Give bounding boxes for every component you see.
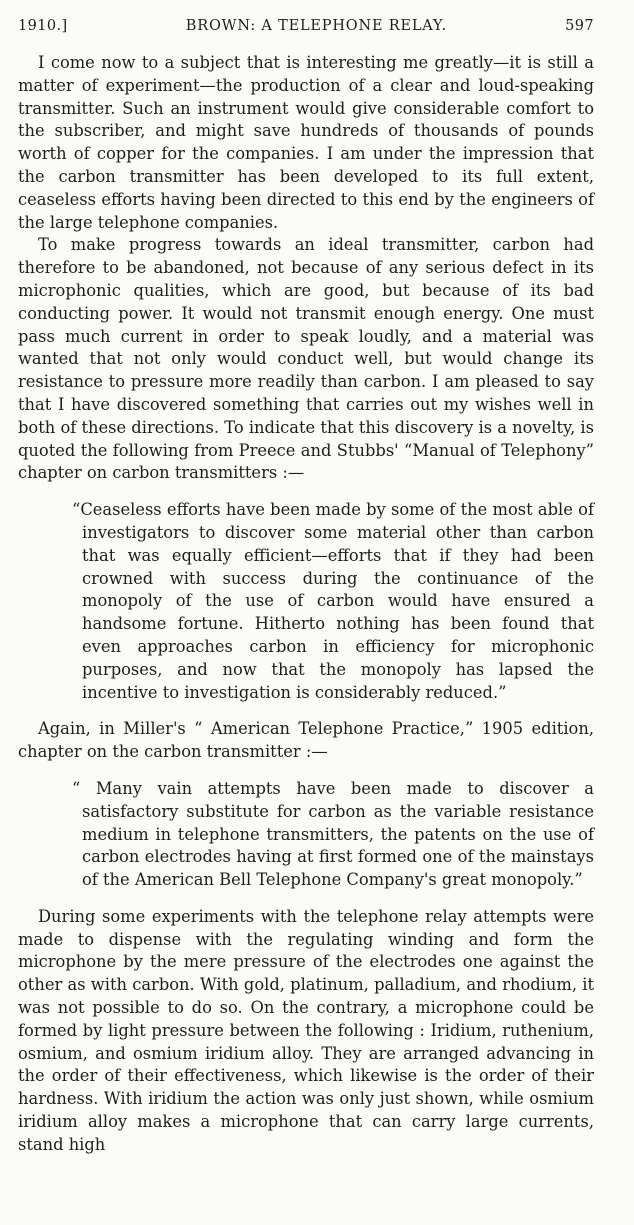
block-quote-preece-stubbs: “Ceaseless efforts have been made by some of the most able of investigators to discover some material other than carbon that was equally efficient—efforts that if they had been crowned with success during the continuance of the monopoly of the use of carbon would have ensured a handsome fortune. Hitherto nothing has been found that even approaches carbon in efficiency for microphonic purposes, and now that the monopoly has lapsed the incentive to investigation is considerably reduced.”	[72, 500, 594, 702]
paragraph-1: I come now to a subject that is interesting me greatly—it is still a matter of experiment—the production of a clear and loud-speaking transmitter. Such an instrument would give considerable comfort to the subscriber, and might save hundreds of thousands of pounds worth of copper for the companies. I am under the impression that the carbon transmitter has been developed to its full extent, ceaseless efforts having been directed to this end by the engineers of the large telephone companies.	[18, 53, 594, 232]
running-title: BROWN: A TELEPHONE RELAY.	[185, 18, 447, 34]
running-head	[18, 18, 594, 34]
paragraph-4: During some experiments with the telephone relay attempts were made to dispense with the regulating winding and form the microphone by the mere pressure of the electrodes one against the other as with carbon. With gold, platinum, palladium, and rhodium, it was not possible to do so. On the contrary, a microphone could be formed by light pressure between the following : Iridium, ruthenium, osmium, and osmium iridium alloy. They are arranged advancing in the order of their effectiveness, which likewise is the order of their hardness. With iridium the action was only just shown, while osmium iridium alloy makes a microphone that can carry large currents, stand high	[18, 906, 594, 1154]
issue-year: 1910.]	[18, 18, 68, 34]
paragraph-3: Again, in Miller's “ American Telephone Practice,” 1905 edition, chapter on the carbon transmitter :—	[18, 719, 594, 762]
paragraph-2: To make progress towards an ideal transmitter, carbon had therefore to be abandoned, not because of any serious defect in its microphonic qualities, which are good, but because of its bad conducting power. It would not transmit enough energy. One must pass much current in order to speak loudly, and a material was wanted that not only would conduct well, but would change its resistance to pressure more readily than carbon. I am pleased to say that I have discovered something that carries out my wishes well in both of these directions. To indicate that this discovery is a novelty, is quoted the following from Preece and Stubbs' “Manual of Telephony” chapter on carbon transmitters :—	[18, 235, 594, 483]
page-number: 597	[565, 18, 594, 34]
block-quote-miller: “ Many vain attempts have been made to discover a satisfactory substitute for carbon as the variable resistance medium in telephone transmitters, the patents on the use of carbon electrodes having at first formed one of the mainstays of the American Bell Telephone Company's great monopoly.”	[72, 778, 594, 890]
